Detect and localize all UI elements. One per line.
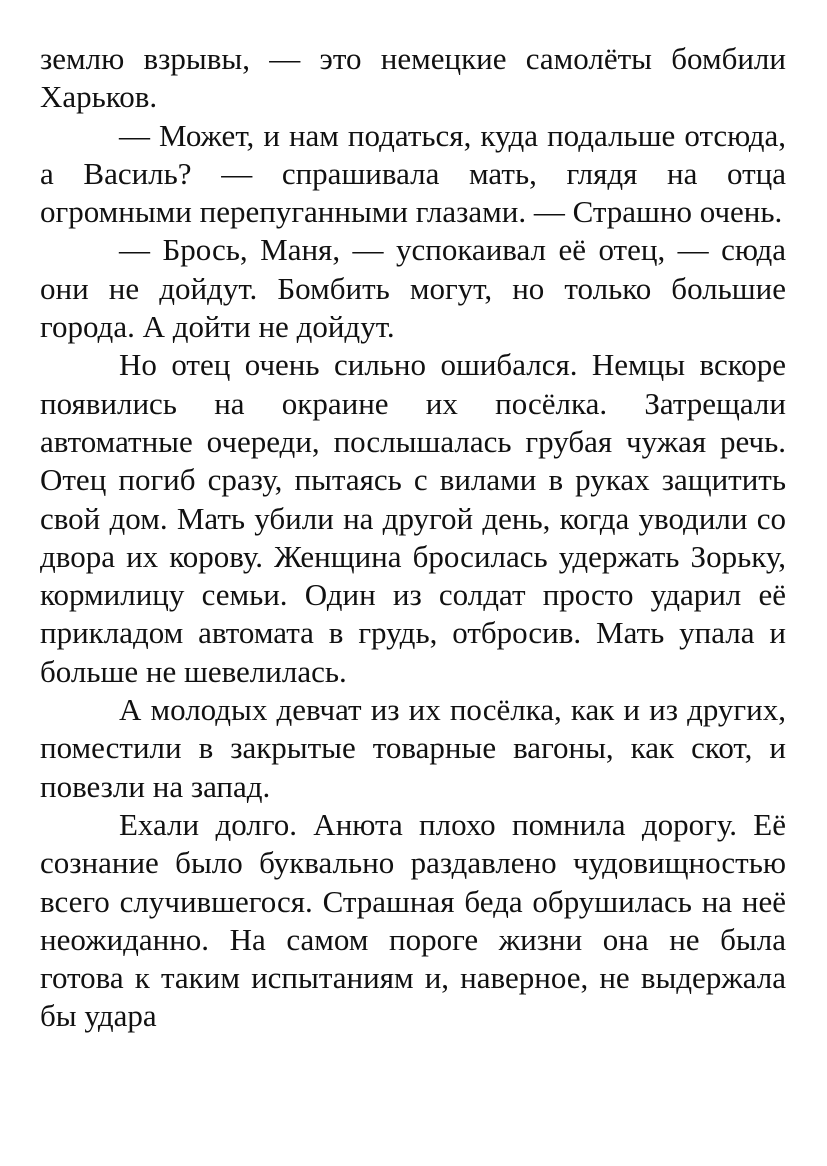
paragraph-4: Но отец очень сильно ошибался. Немцы вскоре появились на окраине их посёлка. Затрещали автоматные очереди, послышалась грубая чужая речь. Отец погиб сразу, пытаясь с вилами в руках защитить свой дом. Мать убили на другой день, когда уводили со двора их корову. Женщина бросилась удержать Зорьку, кормилицу семьи. Один из солдат просто ударил её прикладом автомата в грудь, отбросив. Мать упала и больше не шевелилась.	[40, 347, 786, 689]
paragraph-6: Ехали долго. Анюта плохо помнила дорогу. Её сознание было буквально раздавлено чудовищностью всего случившегося. Страшная беда обрушилась на неё неожиданно. На самом пороге жизни она не была готова к таким испытаниям и, наверное, не выдержала бы удара	[40, 806, 786, 1034]
paragraph-1: землю взрывы, — это немецкие самолёты бомбили Харьков.	[40, 41, 786, 115]
paragraph-3: — Брось, Маня, — успокаивал её отец, — сюда они не дойдут. Бомбить могут, но только большие города. А дойти не дойдут.	[40, 232, 786, 345]
document-page	[40, 40, 786, 1036]
paragraph-5: А молодых девчат из их посёлка, как и из других, поместили в закрытые товарные вагоны, как скот, и повезли на запад.	[40, 692, 786, 804]
paragraph-2: — Может, и нам податься, куда подальше отсюда, а Василь? — спрашивала мать, глядя на отца огромными перепуганными глазами. — Страшно очень.	[40, 117, 786, 230]
